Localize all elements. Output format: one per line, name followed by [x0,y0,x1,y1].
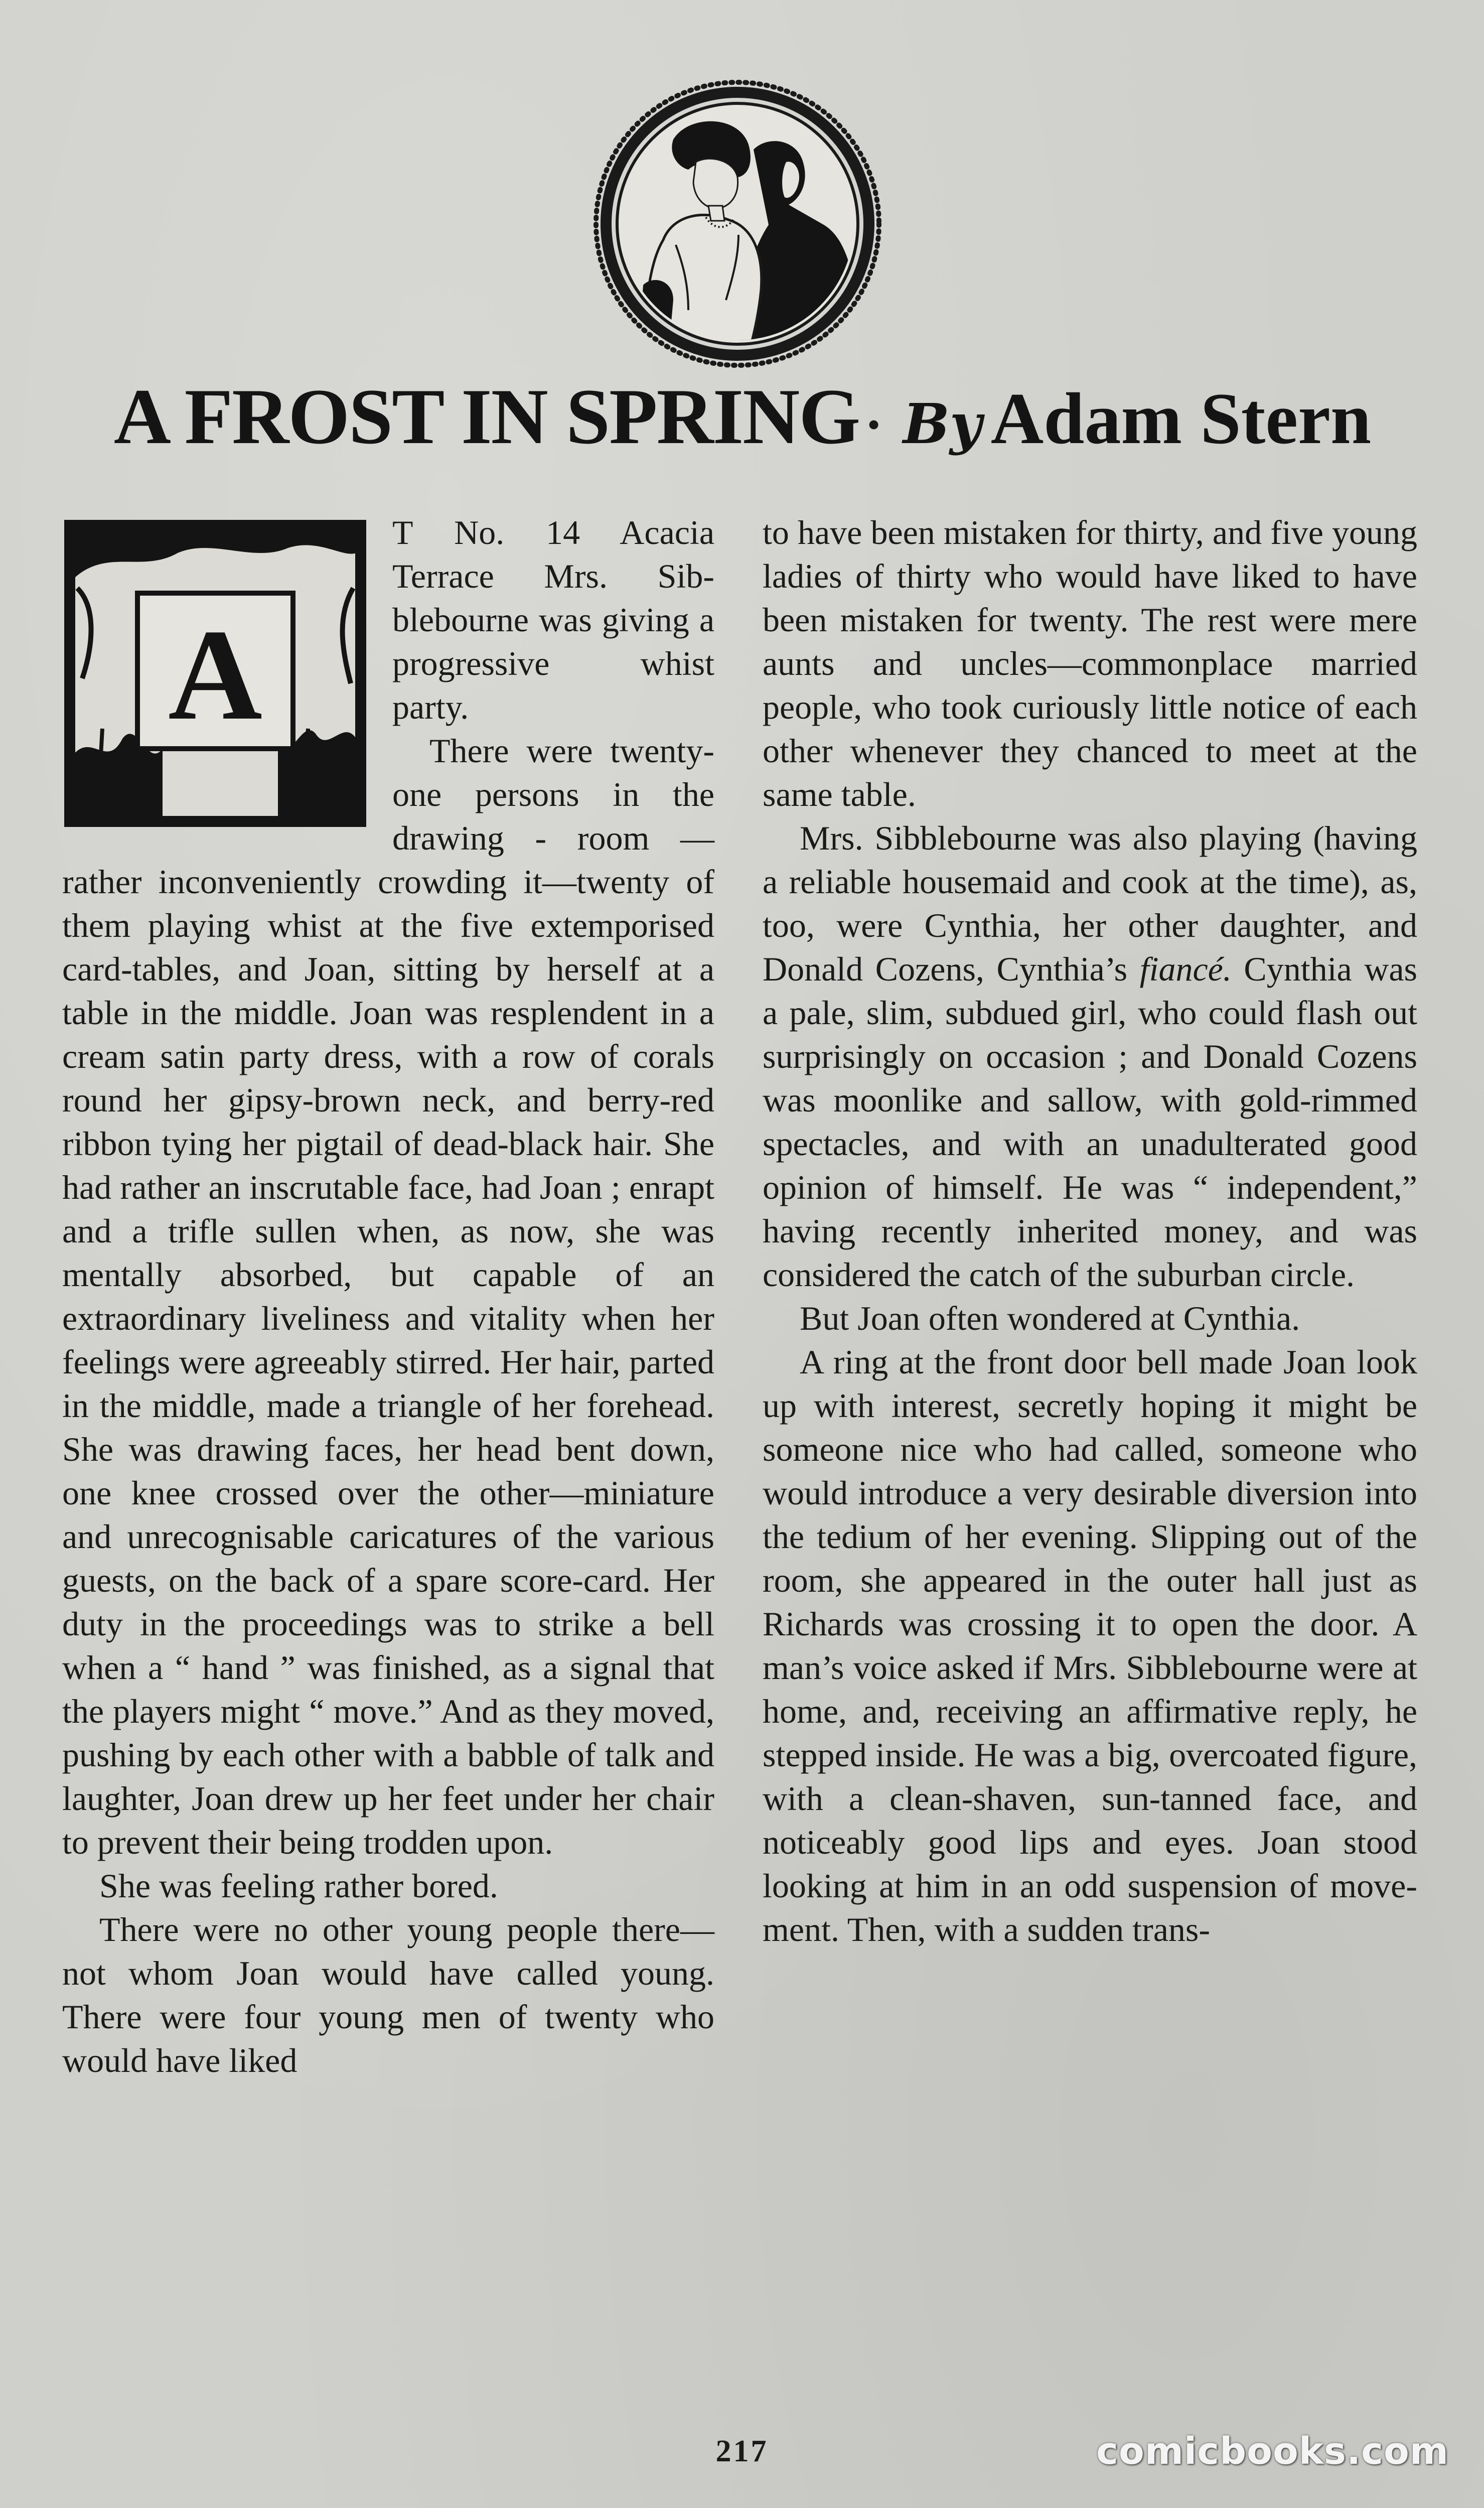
byline-by: By [903,391,982,456]
paragraph-opening: T No. 14 Acacia Terrace Mrs. Sibblebourne was giving a progressive whist party. [392,513,714,726]
page-number: 217 [715,2434,769,2468]
paragraph [763,816,1417,1297]
paragraph: But Joan often wondered at Cynthia. [800,1299,1300,1337]
article-title [60,371,1425,477]
couple-portrait-illustration [588,74,887,373]
paragraph: There were no other young people there—not whom Joan would have called young. There were four young men of twenty who would have liked [62,1910,714,2079]
author-name: Adam Stern [990,378,1372,459]
paragraph-text: Mrs. Sibblebourne was also playing (having a reliable housemaid and cook at the time), as, too, were Cynthia, her other daughter, and Donald Cozens, Cynthia’s [763,819,1417,988]
italic-word: fiancé. [1139,950,1232,988]
text-column-left [62,511,714,2082]
paragraph: She was feeling rather bored. [99,1867,498,1905]
drop-cap-ornament [62,518,368,829]
watermark: comicbooks.com [1096,2430,1449,2473]
title-text: A FROST IN SPRING [113,373,860,461]
title-separator: · [864,394,883,455]
vignette-illustration [588,74,887,373]
paragraph: There were twenty-one persons in the drawing - room — rather inconveniently crowding it—twenty of them playing whist at the five extemporised card-tables, and Joan, sitting by herself at a table in the middle. Joan was resplendent in a cream satin party dress, with a row of corals round her gipsy-brown neck, and berry-red ribbon tying her pigtail of dead-black hair. She had rather an inscrutable face, had Joan ; enrapt and a trifle sullen when, as now, she was mentally absorbed, but capable of an extraordinary liveliness and vitality when her feelings were agreeably stirred. Her hair, parted in the middle, made a triangle of her forehead. She was drawing faces, her head bent down, one knee crossed over the other—miniature and unrecognisable caricatures of the various guests, on the back of a spare score-card. Her duty in the proceedings was to strike a bell when a “ hand ” was finished, as a signal that the players might “ move.” And as they moved, pushing by each other with a babble of talk and laughter, Joan drew up her feet under her chair to prevent their being trodden upon. [62,732,714,1861]
decorative-drop-cap [62,518,368,829]
paragraph-continued: to have been mistaken for thirty, and five young ladies of thirty who would have liked to have been mistaken for twenty. The rest were mere aunts and uncles—commonplace married people, who took curiously little notice of each other whenever they chanced to meet at the same table. [763,513,1417,813]
paragraph: A ring at the front door bell made Joan look up with interest, secretly hoping it might be someone nice who had called, someone who would introduce a very desirable diversion into the tedium of her evening. Slipping out of the room, she appeared in the outer hall just as Richards was crossing it to open the door. A man’s voice asked if Mrs. Sibblebourne were at home, and, receiving an affirmative reply, he stepped inside. He was a big, overcoated figure, with a clean-shaven, sun-tanned face, and noticeably good lips and eyes. Joan stood looking at him in an odd suspension of movement. Then, with a sudden trans- [763,1343,1417,1948]
text-column-right [763,511,1417,1952]
paragraph-text: Cynthia was a pale, slim, subdued girl, who could flash out surprisingly on occasion ; and Donald Cozens was moonlike and sallow, with gold-rimmed spectacles, and with an unadulterated good opinion of himself. He was “ independent,” having recently inherited money, and was considered the catch of the suburban circle. [763,950,1418,1294]
drop-cap-letter: A [168,603,262,747]
